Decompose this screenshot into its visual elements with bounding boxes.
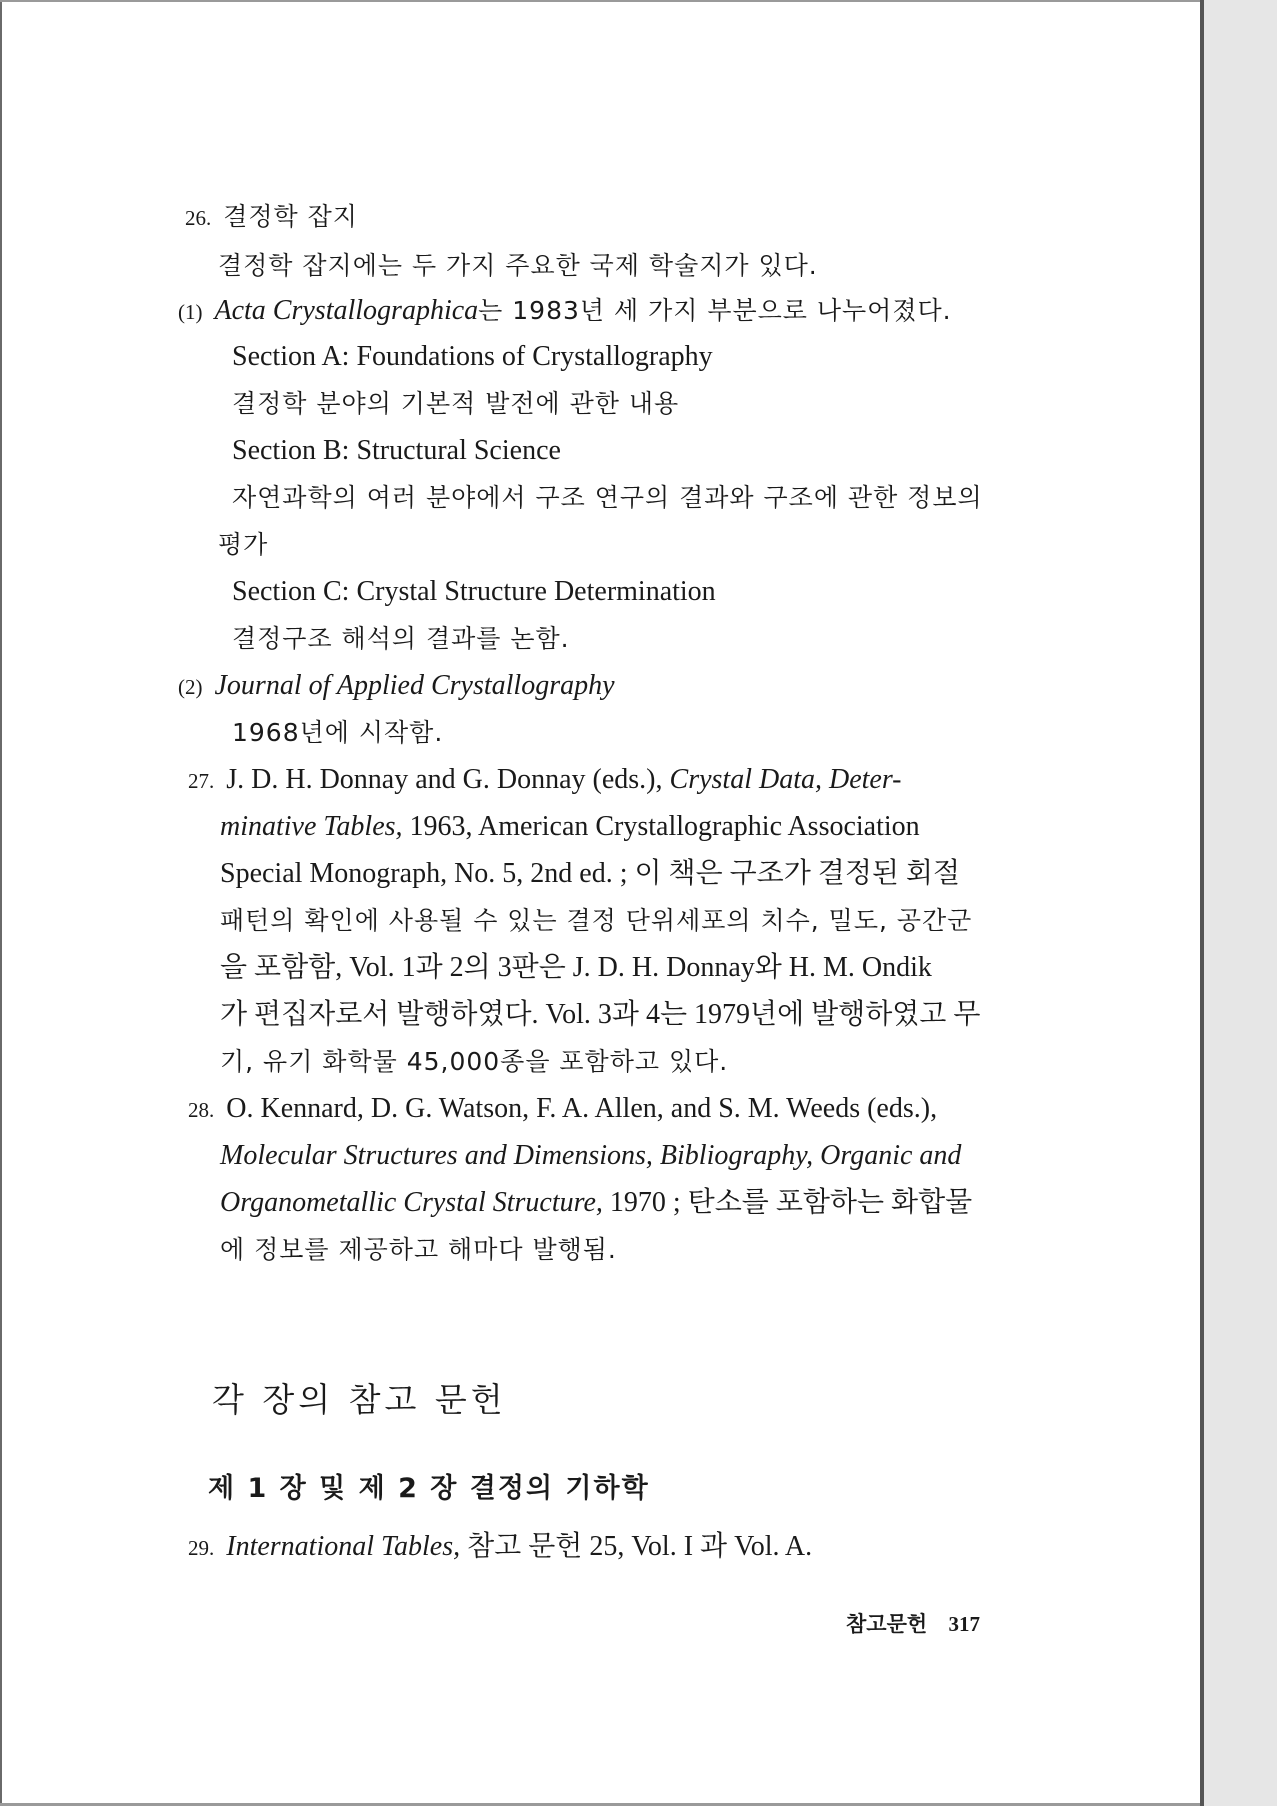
ref28-line-3	[220, 1186, 972, 1220]
ref26-item2-desc: 1968년에 시작함.	[232, 718, 444, 747]
ref26-item1-journal: Acta Crystallographica	[214, 295, 479, 326]
ref27-line-2	[220, 810, 920, 844]
ref27-line-1	[188, 763, 902, 798]
ref26-intro: 결정학 잡지에는 두 가지 주요한 국제 학술지가 있다.	[218, 251, 818, 280]
ref26-section-b-desc-1: 자연과학의 여러 분야에서 구조 연구의 결과와 구조에 관한 정보의	[232, 483, 983, 512]
ref27-line-6: 가 편집자로서 발행하였다. Vol. 3과 4는 1979년에 발행하였고 무	[220, 999, 981, 1030]
ref27-number: 27.	[188, 769, 215, 793]
ref26-item1	[178, 294, 952, 329]
ref27-authors: J. D. H. Donnay and G. Donnay (eds.),	[226, 764, 670, 795]
ref26-section-b: Section B: Structural Science	[232, 435, 561, 466]
page-footer	[846, 1608, 980, 1638]
ref29-text: 참고 문헌 25, Vol. I 과 Vol. A.	[460, 1531, 813, 1562]
ref26-heading	[185, 200, 358, 235]
ref28-year-desc: 1970 ; 탄소를 포함하는 화합물	[602, 1187, 973, 1218]
ref27-line-3: Special Monograph, No. 5, 2nd ed. ; 이 책은 구조가 결정된 회절	[220, 858, 961, 889]
ref26-item2	[178, 669, 615, 704]
ref26-title: 결정학 잡지	[223, 202, 358, 231]
ref26-section-c-desc: 결정구조 해석의 결과를 논함.	[232, 624, 570, 653]
ref26-section-a: Section A: Foundations of Crystallography	[232, 341, 713, 372]
chapter-subheading: 제 1 장 및 제 2 장 결정의 기하학	[208, 1473, 650, 1504]
ref28-number: 28.	[188, 1098, 215, 1122]
ref28-line-2: Molecular Structures and Dimensions, Bibliography, Organic and	[220, 1140, 962, 1171]
ref28-authors: O. Kennard, D. G. Watson, F. A. Allen, and S. M. Weeds (eds.),	[226, 1093, 938, 1124]
ref29-line	[188, 1530, 812, 1565]
ref27-line-7: 기, 유기 화학물 45,000종을 포함하고 있다.	[220, 1047, 729, 1076]
ref28-line-4: 에 정보를 제공하고 해마다 발행됨.	[220, 1235, 617, 1264]
ref26-item2-label: (2)	[178, 675, 203, 699]
ref26-section-a-desc: 결정학 분야의 기본적 발전에 관한 내용	[232, 389, 680, 418]
viewer-gutter	[1204, 0, 1277, 1806]
ref26-item1-text: 는 1983년 세 가지 부분으로 나누어졌다.	[478, 296, 952, 325]
ref26-section-c: Section C: Crystal Structure Determination	[232, 576, 716, 607]
ref27-line-4: 패턴의 확인에 사용될 수 있는 결정 단위세포의 치수, 밀도, 공간군	[220, 906, 973, 935]
ref29-number: 29.	[188, 1536, 215, 1560]
ref27-title-part: Crystal Data, Deter-	[669, 764, 902, 795]
ref26-item2-journal: Journal of Applied Crystallography	[214, 670, 615, 701]
ref27-line-5: 을 포함함, Vol. 1과 2의 3판은 J. D. H. Donnay와 H. M. Ondik	[220, 952, 932, 983]
page-border-left	[0, 0, 2, 1806]
ref28-title-end: Organometallic Crystal Structure,	[220, 1187, 603, 1218]
section-heading: 각 장의 참고 문헌	[212, 1380, 507, 1419]
ref26-number: 26.	[185, 206, 212, 230]
footer-label: 참고문헌	[846, 1612, 928, 1636]
ref26-item1-label: (1)	[178, 300, 203, 324]
ref29-title: International Tables,	[226, 1531, 461, 1562]
ref27-title-end: minative Tables,	[220, 811, 403, 842]
ref26-section-b-desc-2: 평가	[218, 530, 269, 559]
ref28-line-1	[188, 1092, 937, 1127]
page-number: 317	[948, 1612, 980, 1636]
ref27-publisher: 1963, American Crystallographic Association	[402, 811, 920, 842]
page-border-top	[0, 0, 1204, 2]
